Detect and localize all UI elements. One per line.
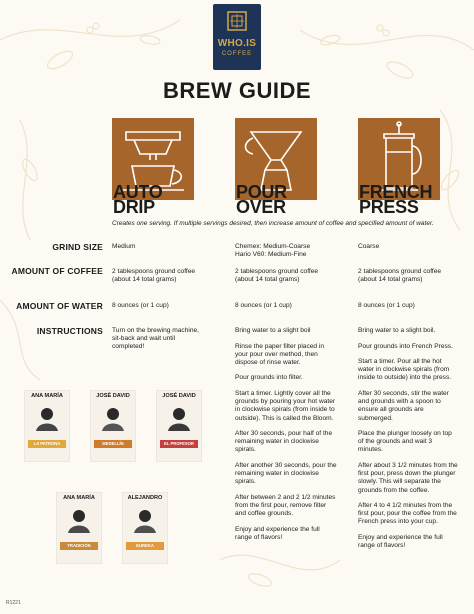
brand-name: WHO.IS <box>217 38 257 49</box>
amount-water-label: AMOUNT OF WATER <box>16 301 103 311</box>
product-bags <box>10 388 220 578</box>
coffee-bag <box>56 492 102 564</box>
instruction-step: Start a timer. Pour all the hot water in clockwise spirals (from inside to outside) into the press. <box>358 358 452 382</box>
grind-size-label: GRIND SIZE <box>52 242 103 252</box>
instruction-step: After another 30 seconds, pour the remaining water in clockwise spirals. <box>235 461 337 486</box>
instruction-step: After 30 seconds, stir the water and grounds with a spoon to ensure all grounds are submerged. <box>358 389 449 422</box>
coffee-french-press: 2 tablespoons ground coffee (about 14 total grams) <box>358 268 442 284</box>
bag-name: JOSÉ DAVID <box>162 393 196 399</box>
instruction-step: Rinse the paper filter placed in your pour over method, then dispose of rinse water. <box>235 342 325 366</box>
instruction-step: Start a timer. Lightly cover all the grounds by pouring your hot water in clockwise spirals (from inside to outside). This is called the Bloom. <box>235 389 336 422</box>
portrait-illustration <box>164 405 194 431</box>
instruction-step: Enjoy and experience the full range of flavors! <box>358 533 443 550</box>
brand-logo <box>213 4 261 70</box>
instruction-step: Turn on the brewing machine, sit-back and wait until completed! <box>112 327 199 351</box>
instruction-step: After 30 seconds, pour half of the remaining water in clockwise spirals. <box>235 430 333 454</box>
document-code: R1221 <box>6 600 21 606</box>
auto-drip-label: AUTO DRIP <box>113 182 163 217</box>
bag-variety: TRADICIÓN <box>67 543 91 548</box>
amount-coffee-label: AMOUNT OF COFFEE <box>11 266 103 276</box>
bag-variety: LA PATRONA <box>33 441 61 446</box>
instruction-step: After 4 to 4 1/2 minutes from the first pour, pour the coffee from the French press into your cup. <box>358 502 457 526</box>
coffee-bag <box>122 492 168 564</box>
bag-name: ANA MARÍA <box>31 393 63 399</box>
water-auto-drip: 8 ounces (or 1 cup) <box>112 302 169 309</box>
coffee-bag <box>24 390 70 462</box>
instructions-auto-drip <box>112 327 208 359</box>
water-pour-over: 8 ounces (or 1 cup) <box>235 302 292 309</box>
bag-name: JOSÉ DAVID <box>96 393 130 399</box>
water-french-press: 8 ounces (or 1 cup) <box>358 302 415 309</box>
instructions-label: INSTRUCTIONS <box>36 326 103 336</box>
crest-icon <box>225 9 249 33</box>
instruction-step: Pour grounds into filter. <box>235 374 303 382</box>
coffee-pour-over: 2 tablespoons ground coffee (about 14 total grams) <box>235 268 319 284</box>
instructions-french-press <box>358 327 458 558</box>
portrait-illustration <box>130 507 160 533</box>
grind-pour-over: Chemex: Medium-Coarse Hario V60: Medium-Fine <box>235 243 311 259</box>
bag-variety: MEDELLÍN <box>102 441 124 446</box>
page-title: BREW GUIDE <box>163 78 311 103</box>
coffee-bag <box>90 390 136 462</box>
instructions-pour-over <box>235 327 337 549</box>
brand-sub: COFFEE <box>221 51 253 57</box>
bag-variety: EL PROFESOR <box>164 441 194 446</box>
bag-variety: EUREKA <box>136 543 154 548</box>
pour-over-label: POUR OVER <box>236 182 287 217</box>
instruction-step: Bring water to a slight boil <box>235 327 311 334</box>
coffee-auto-drip: 2 tablespoons ground coffee (about 14 total grams) <box>112 268 196 284</box>
instruction-step: Pour grounds into French Press. <box>358 342 453 350</box>
french-press-label: FRENCH PRESS <box>359 182 433 217</box>
instruction-step: After about 3 1/2 minutes from the first pour, press down the plunger slowly. This will separate the grounds from the coffee. <box>358 461 458 494</box>
portrait-illustration <box>98 405 128 431</box>
bag-name: ANA MARÍA <box>63 495 95 501</box>
instruction-step: Bring water to a slight boil. <box>358 327 436 334</box>
grind-french-press: Coarse <box>358 243 380 250</box>
instruction-step: After between 2 and 2 1/2 minutes from the first pour, remove filter and coffee grounds. <box>235 493 336 518</box>
bag-name: ALEJANDRO <box>127 495 163 501</box>
instruction-step: Place the plunger loosely on top of the grounds and wait 3 minutes. <box>358 430 452 454</box>
portrait-illustration <box>32 405 62 431</box>
portrait-illustration <box>64 507 94 533</box>
instruction-step: Enjoy and experience the full range of flavors! <box>235 525 320 541</box>
coffee-bag <box>156 390 202 462</box>
grind-auto-drip: Medium <box>112 243 136 250</box>
serving-note: Creates one serving. If multiple servings desired, then increase amount of coffee and specified amount of water. <box>112 220 434 227</box>
